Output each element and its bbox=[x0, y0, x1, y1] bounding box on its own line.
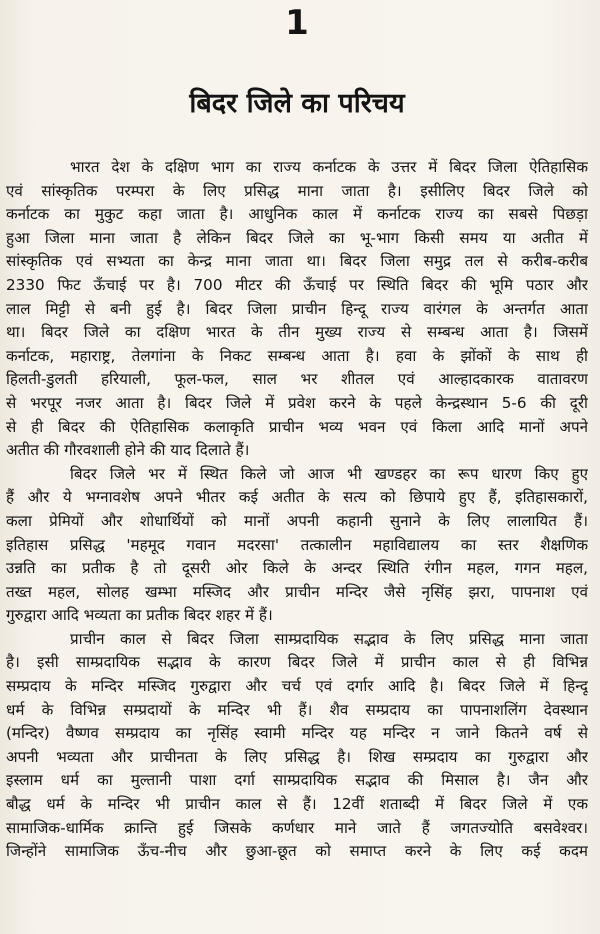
text-line: गुरुद्वारा आदि भव्यता का प्रतीक बिदर शहर में हैं। bbox=[6, 606, 273, 625]
text-line: (मन्दिर) वैष्णव सम्प्रदाय का नृसिंह स्वामी मन्दिर यह मन्दिर न जाने कितने वर्ष से bbox=[6, 724, 588, 743]
text-line: है। इसी साम्प्रदायिक सद्भाव के कारण बिदर जिले में प्राचीन काल से ही विभिन्न bbox=[6, 653, 588, 672]
text-line: कला प्रेमियों और शोधार्थियों को मानों अपनी कहानी सुनाने के लिए लालायित हैं। bbox=[6, 511, 588, 530]
text-line: इस्लाम धर्म का मुल्तानी पाशा दर्गा साम्प्रदायिक सद्भाव की मिसाल है। जैन और bbox=[6, 771, 588, 790]
chapter-title: बिदर जिले का परिचय bbox=[189, 88, 405, 119]
text-line: से भरपूर नजर आता है। बिदर जिले में प्रवेश करने के पहले केन्द्रस्थान 5-6 की दूरी bbox=[6, 393, 588, 412]
text-line: सांस्कृतिक एवं सभ्यता का केन्द्र माना जाता था। बिदर जिला समुद्र तल से करीब-करीब bbox=[6, 252, 588, 271]
text-line: भारत देश के दक्षिण भाग का राज्य कर्नाटक के उत्तर में बिदर जिला ऐतिहासिक bbox=[70, 158, 588, 176]
chapter-number: 1 bbox=[285, 3, 309, 43]
text-line: जिन्होंने सामाजिक ऊँच-नीच और छुआ-छूत को समाप्त करने के लिए कई कदम bbox=[6, 842, 588, 861]
text-line: सामाजिक-धार्मिक क्रान्ति हुई जिसके कर्णधार माने जाते हैं जगतज्योति बसवेश्वर। bbox=[6, 818, 588, 837]
text-line: उन्नति का प्रतीक है तो दूसरी ओर किले के अन्दर स्थिति रंगीन महल, गगन महल, bbox=[6, 559, 588, 578]
text-line: अतीत की गौरवशाली होने की याद दिलाते हैं। bbox=[6, 441, 250, 460]
text-line: बौद्ध धर्म के मन्दिर भी प्राचीन काल से हैं। 12वीं शताब्दी में बिदर जिले में एक bbox=[6, 795, 588, 814]
text-line: इतिहास प्रसिद्ध 'महमूद गवान मदरसा' तत्कालीन महाविद्यालय का स्तर शैक्षणिक bbox=[6, 535, 588, 554]
text-line: 2330 फिट ऊँचाई पर है। 700 मीटर की ऊँचाई पर स्थिति बिदर की भूमि पठार और bbox=[6, 275, 588, 294]
text-line: धर्म के विभिन्न सम्प्रदायों के मन्दिर भी हैं। शैव सम्प्रदाय का पापनाशलिंग देवस्थान bbox=[6, 700, 588, 719]
text-line: बिदर जिले भर में स्थित किले जो आज भी खण्डहर का रूप धारण किए हुए bbox=[70, 464, 588, 483]
text-line: हैं और ये भग्नावशेष अपने भीतर कई अतीत के सत्य को छिपाये हुए हैं, इतिहासकारों, bbox=[6, 488, 588, 507]
text-line: प्राचीन काल से बिदर जिला साम्प्रदायिक सद्भाव के लिए प्रसिद्ध माना जाता bbox=[70, 629, 588, 648]
text-line: एवं सांस्कृतिक परम्परा के लिए प्रसिद्ध माना जाता है। इसीलिए बिदर जिले को bbox=[6, 181, 588, 200]
text-line: अपनी भव्यता और प्राचीनता के लिए प्रसिद्ध है। शिख सम्प्रदाय का गुरुद्वारा और bbox=[6, 747, 588, 766]
text-line: लाल मिट्टी से बनी हुई है। बिदर जिला प्राचीन हिन्दू राज्य वारंगल के अन्तर्गत आता bbox=[6, 299, 588, 318]
text-line: सम्प्रदाय के मन्दिर मस्जिद गुरुद्वारा और चर्च एवं दर्गार आदि है। बिदर जिले में हिन्दू bbox=[6, 677, 588, 696]
paragraph-1 bbox=[6, 156, 588, 463]
text-line: कर्नाटक का मुकुट कहा जाता है। आधुनिक काल में कर्नाटक राज्य का सबसे पिछड़ा bbox=[6, 205, 588, 224]
text-line: तख्त महल, सोलह खम्भा मस्जिद और प्राचीन मन्दिर जैसे नृसिंह झरा, पापनाश एवं bbox=[6, 582, 588, 601]
text-line: से ही बिदर की ऐतिहासिक कलाकृति प्राचीन भव्य भवन एवं किला आदि मानों अपने bbox=[6, 417, 588, 436]
text-line: हुआ जिला माना जाता है लेकिन बिदर जिले का भू-भाग किसी समय या अतीत में bbox=[6, 228, 588, 247]
text-line: था। बिदर जिले का दक्षिण भारत के तीन मुख्य राज्य से सम्बन्ध आता है। जिसमें bbox=[6, 323, 588, 342]
text-line: हिलती-डुलती हरियाली, फूल-फल, साल भर शीतल एवं आल्हादकारक वातावरण bbox=[6, 370, 588, 389]
text-line: कर्नाटक, महाराष्ट्र, तेलगांना के निकट सम्बन्ध आता है। हवा के झोंकों के साथ ही bbox=[6, 346, 588, 365]
paragraph-3 bbox=[6, 628, 588, 864]
chapter-body bbox=[6, 156, 588, 864]
paragraph-2 bbox=[6, 463, 588, 628]
